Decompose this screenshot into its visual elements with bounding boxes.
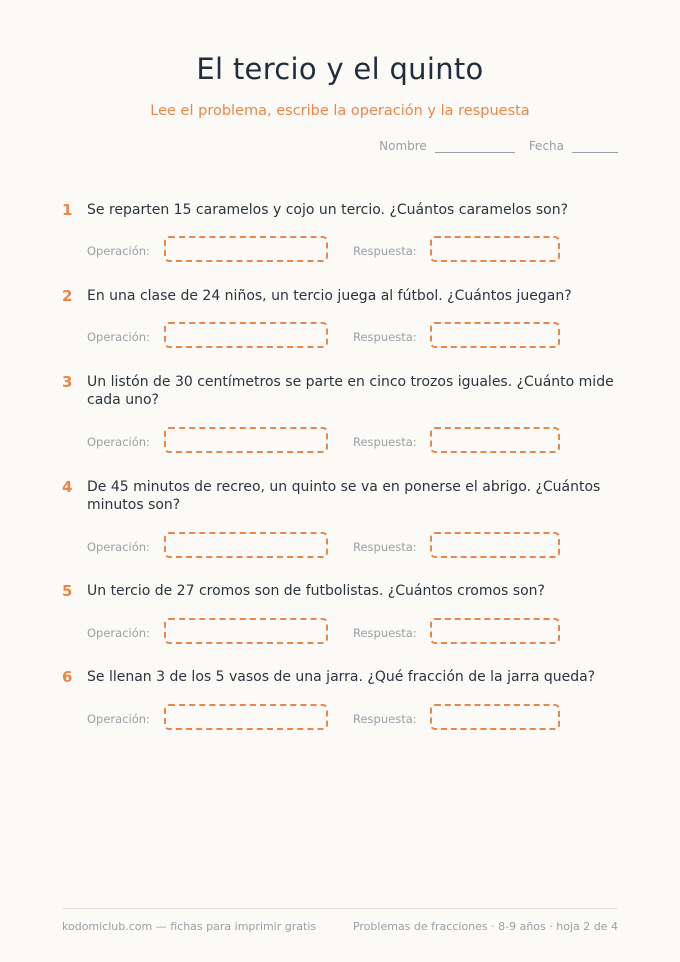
answer-box[interactable]	[430, 532, 560, 558]
footer-page-info: Problemas de fracciones · 8-9 años · hoja 2 de 4	[352, 920, 618, 933]
answer-label: Respuesta:	[353, 626, 417, 640]
answer-label: Respuesta:	[353, 540, 417, 554]
footer-site: kodomiclub.com — fichas para imprimir gratis	[62, 920, 317, 933]
problem-5	[62, 582, 622, 640]
answer-label: Respuesta:	[353, 244, 417, 258]
operation-label: Operación:	[87, 330, 150, 344]
answer-box[interactable]	[430, 236, 560, 262]
problem-number: 4	[62, 478, 73, 496]
problem-1	[62, 201, 622, 258]
operation-label: Operación:	[87, 244, 150, 258]
answer-label: Respuesta:	[353, 330, 417, 344]
problem-text: En una clase de 24 niños, un tercio juega al fútbol. ¿Cuántos juegan?	[87, 288, 572, 304]
answer-row	[87, 322, 567, 352]
answer-row	[87, 236, 567, 266]
operation-box[interactable]	[164, 427, 328, 453]
operation-box[interactable]	[164, 236, 328, 262]
name-label: Nombre	[379, 139, 427, 153]
problem-text: Un tercio de 27 cromos son de futbolistas. ¿Cuántos cromos son?	[87, 583, 545, 599]
operation-label: Operación:	[87, 540, 150, 554]
problem-text: Se reparten 15 caramelos y cojo un tercio. ¿Cuántos caramelos son?	[87, 202, 568, 218]
answer-label: Respuesta:	[353, 712, 417, 726]
problem-3	[62, 373, 622, 449]
answer-row	[87, 618, 567, 648]
problem-6	[62, 668, 622, 726]
problem-text: Un listón de 30 centímetros se parte en cinco trozos iguales. ¿Cuánto mide cada uno?	[87, 374, 614, 408]
name-line[interactable]	[435, 140, 515, 153]
answer-box[interactable]	[430, 618, 560, 644]
problem-text: Se llenan 3 de los 5 vasos de una jarra. ¿Qué fracción de la jarra queda?	[87, 669, 596, 685]
problem-4	[62, 478, 622, 554]
problem-text: De 45 minutos de recreo, un quinto se va en ponerse el abrigo. ¿Cuántos minutos son?	[87, 479, 601, 513]
name-date-fields	[379, 139, 618, 153]
operation-box[interactable]	[164, 618, 328, 644]
operation-box[interactable]	[164, 704, 328, 730]
answer-box[interactable]	[430, 322, 560, 348]
problem-number: 3	[62, 373, 73, 391]
problem-number: 6	[62, 668, 73, 686]
operation-label: Operación:	[87, 712, 150, 726]
problem-number: 1	[62, 201, 73, 219]
operation-box[interactable]	[164, 532, 328, 558]
operation-label: Operación:	[87, 435, 150, 449]
worksheet-title: El tercio y el quinto	[196, 52, 484, 86]
answer-row	[87, 427, 567, 457]
answer-row	[87, 532, 567, 562]
answer-box[interactable]	[430, 704, 560, 730]
answer-box[interactable]	[430, 427, 560, 453]
answer-label: Respuesta:	[353, 435, 417, 449]
problem-2	[62, 287, 622, 344]
problem-number: 2	[62, 287, 73, 305]
answer-row	[87, 704, 567, 734]
date-line[interactable]	[572, 140, 618, 153]
operation-label: Operación:	[87, 626, 150, 640]
operation-box[interactable]	[164, 322, 328, 348]
footer-divider	[62, 908, 618, 909]
worksheet-subtitle: Lee el problema, escribe la operación y la respuesta	[150, 103, 530, 119]
date-label: Fecha	[528, 139, 564, 153]
problem-number: 5	[62, 582, 73, 600]
